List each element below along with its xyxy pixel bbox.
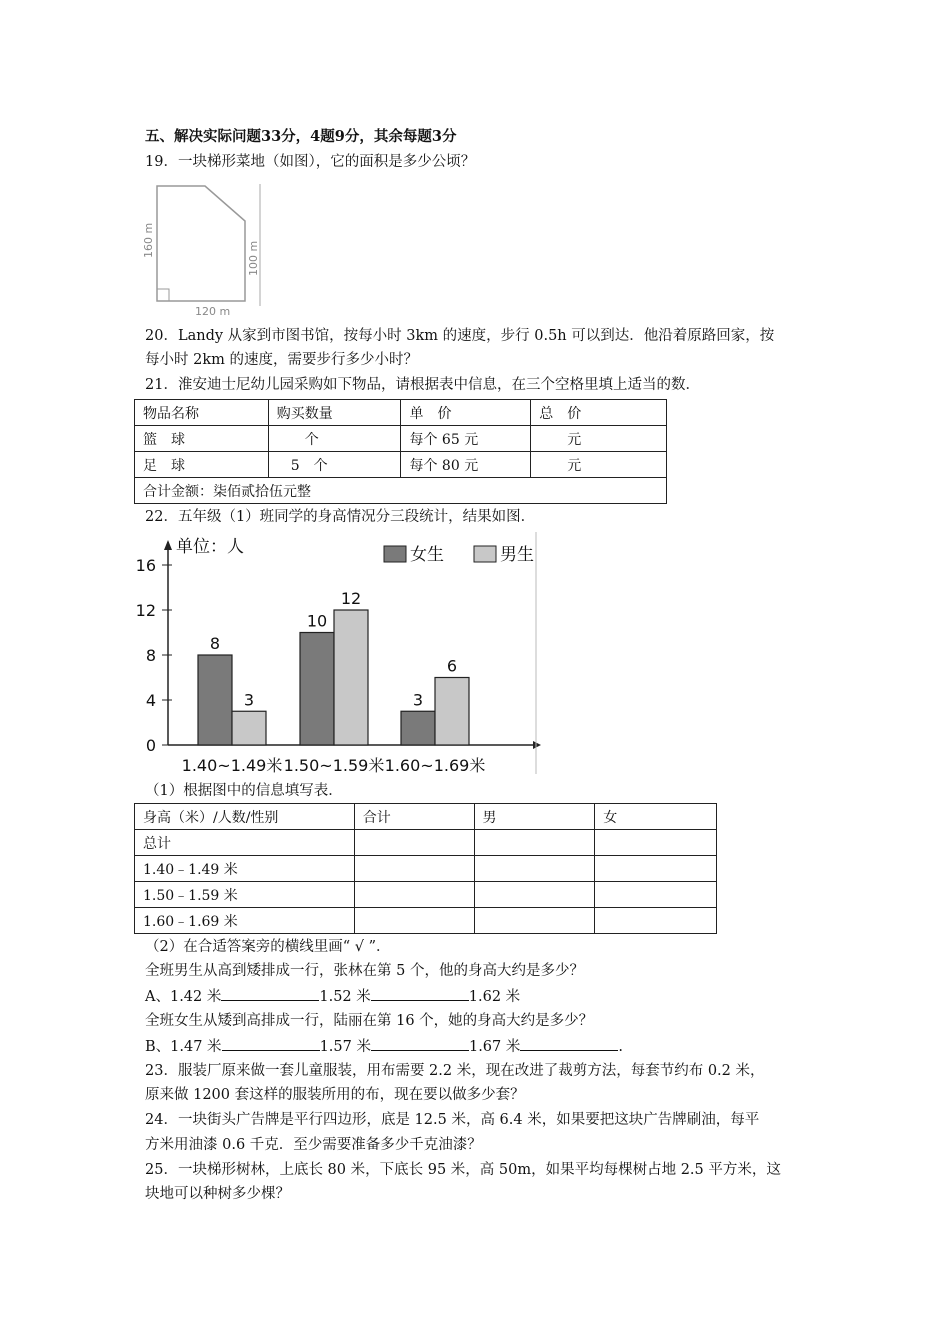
right-side-label: 100 m bbox=[247, 240, 260, 276]
bar bbox=[300, 633, 334, 746]
bottom-side-label: 120 m bbox=[195, 305, 231, 318]
blank-cell[interactable] bbox=[474, 856, 595, 882]
blank-cell[interactable] bbox=[354, 856, 474, 882]
q25-line1: 25．一块梯形树林，上底长 80 米，下底长 95 米，高 50m，如果平均每棵树占地 2.5 平方米，这 bbox=[145, 1162, 781, 1178]
table-header-cell: 物品名称 bbox=[135, 400, 269, 426]
bar bbox=[198, 655, 232, 745]
blank-cell[interactable] bbox=[354, 830, 474, 856]
option-text: B、1.47 米 bbox=[145, 1039, 222, 1055]
table-header-cell: 身高（米）/人数/性别 bbox=[135, 804, 355, 830]
table-cell: 个 bbox=[268, 426, 401, 452]
legend-label: 男生 bbox=[500, 545, 534, 565]
blank-cell[interactable] bbox=[595, 830, 717, 856]
q25-line2: 块地可以种树多少棵？ bbox=[145, 1186, 290, 1202]
table-row bbox=[135, 882, 717, 908]
q21-text: 21．淮安迪士尼幼儿园采购如下物品，请根据表中信息，在三个空格里填上适当的数． bbox=[145, 377, 700, 393]
table-cell: 每个 65 元 bbox=[401, 426, 531, 452]
q21-table bbox=[134, 399, 667, 504]
bar-value-label: 8 bbox=[209, 634, 221, 653]
section-title: 五、解决实际问题33分，4题9分，其余每题3分 bbox=[145, 128, 457, 145]
table-row bbox=[135, 426, 667, 452]
y-axis-unit-label: 单位：人 bbox=[176, 537, 244, 557]
q24-line1: 24．一块街头广告牌是平行四边形，底是 12.5 米，高 6.4 米，如果要把这块广告牌刷油，每平 bbox=[145, 1112, 760, 1128]
answer-blank[interactable] bbox=[221, 986, 319, 1001]
blank-cell[interactable] bbox=[474, 908, 595, 934]
q22-question-b: 全班女生从矮到高排成一行，陆丽在第 16 个，她的身高大约是多少？ bbox=[145, 1013, 594, 1029]
table-cell: 1.50﹣1.59 米 bbox=[135, 882, 355, 908]
blank-cell[interactable] bbox=[354, 908, 474, 934]
x-axis-arrow bbox=[533, 741, 541, 749]
bar-value-label: 3 bbox=[412, 690, 424, 710]
bar bbox=[435, 678, 469, 746]
table-row bbox=[135, 830, 717, 856]
table-cell: 5 个 bbox=[268, 452, 401, 478]
bar bbox=[232, 711, 266, 745]
table-row bbox=[135, 908, 717, 934]
table-header-cell: 购买数量 bbox=[268, 400, 401, 426]
bar bbox=[401, 711, 435, 745]
left-side-label: 160 m bbox=[142, 222, 155, 258]
table-cell: 总计 bbox=[135, 830, 355, 856]
bar-value-label: 6 bbox=[446, 656, 458, 676]
table-header-cell: 男 bbox=[474, 804, 595, 830]
q22-options-b bbox=[145, 1036, 623, 1057]
q22-sub1: （1）根据图中的信息填写表． bbox=[145, 783, 343, 799]
blank-cell[interactable] bbox=[354, 882, 474, 908]
table-row bbox=[135, 856, 717, 882]
table-cell: 1.60﹣1.69 米 bbox=[135, 908, 355, 934]
table-header-cell: 合计 bbox=[354, 804, 474, 830]
table-header-cell: 单 价 bbox=[401, 400, 531, 426]
category-label: 1.50~1.59米 bbox=[283, 756, 385, 775]
bar-value-label: 12 bbox=[340, 589, 362, 608]
height-bar-chart bbox=[135, 530, 548, 776]
total-amount-cell: 合计金额：柒佰贰拾伍元整 bbox=[135, 478, 667, 504]
q22-sub2: （2）在合适答案旁的横线里画“ √ ”． bbox=[145, 939, 391, 955]
q23-line1: 23．服装厂原来做一套儿童服装，用布需要 2.2 米，现在改进了裁剪方法，每套节约布 0.2 米， bbox=[145, 1063, 765, 1079]
blank-cell[interactable] bbox=[595, 882, 717, 908]
answer-blank[interactable] bbox=[371, 1036, 469, 1051]
option-text: . bbox=[618, 1039, 623, 1055]
q20-line2: 每小时 2km 的速度，需要步行多少小时？ bbox=[145, 352, 418, 368]
option-text: 1.52 米 bbox=[319, 989, 371, 1005]
q20-line1: 20．Landy 从家到市图书馆，按每小时 3km 的速度，步行 0.5h 可以到达．他沿着原路回家，按 bbox=[145, 328, 775, 344]
table-header-cell: 女 bbox=[595, 804, 717, 830]
blank-cell[interactable] bbox=[474, 830, 595, 856]
y-axis-arrow bbox=[164, 540, 172, 550]
bar bbox=[334, 610, 368, 745]
q22-text: 22．五年级（1）班同学的身高情况分三段统计，结果如图． bbox=[145, 509, 536, 525]
category-label: 1.40~1.49米 bbox=[181, 756, 283, 775]
table-row bbox=[135, 478, 667, 504]
table-cell: 1.40﹣1.49 米 bbox=[135, 856, 355, 882]
q22-question-a: 全班男生从高到矮排成一行，张林在第 5 个，他的身高大约是多少？ bbox=[145, 963, 584, 979]
q24-line2: 方米用油漆 0.6 千克．至少需要准备多少千克油漆？ bbox=[145, 1137, 482, 1153]
y-tick-label: 4 bbox=[145, 691, 156, 710]
table-row bbox=[135, 452, 667, 478]
y-tick-label: 8 bbox=[145, 646, 156, 665]
option-text: 1.57 米 bbox=[319, 1039, 371, 1055]
blank-cell[interactable] bbox=[595, 856, 717, 882]
bar-value-label: 10 bbox=[306, 611, 328, 631]
blank-cell[interactable] bbox=[595, 908, 717, 934]
answer-blank[interactable] bbox=[222, 1036, 320, 1051]
table-header-row bbox=[135, 804, 717, 830]
option-text: 1.62 米 bbox=[468, 989, 521, 1005]
y-tick-label: 12 bbox=[135, 601, 156, 620]
table-cell: 元 bbox=[531, 426, 667, 452]
answer-blank[interactable] bbox=[520, 1036, 618, 1051]
q23-line2: 原来做 1200 套这样的服装所用的布，现在要以做多少套？ bbox=[145, 1087, 525, 1103]
blank-cell[interactable] bbox=[474, 882, 595, 908]
y-tick-label: 16 bbox=[135, 556, 156, 575]
q22-table bbox=[134, 803, 717, 934]
option-text: A、1.42 米 bbox=[145, 989, 222, 1005]
legend-swatch bbox=[384, 546, 406, 562]
table-cell: 篮 球 bbox=[135, 426, 269, 452]
category-label: 1.60~1.69米 bbox=[384, 756, 486, 775]
table-cell: 每个 80 元 bbox=[401, 452, 531, 478]
trapezoid-shape bbox=[157, 186, 245, 301]
table-cell: 足 球 bbox=[135, 452, 269, 478]
legend-swatch bbox=[474, 546, 496, 562]
table-header-row bbox=[135, 400, 667, 426]
legend-label: 女生 bbox=[410, 545, 444, 565]
q22-options-a bbox=[145, 986, 520, 1007]
option-text: 1.67 米 bbox=[468, 1039, 521, 1055]
bar-value-label: 3 bbox=[243, 690, 255, 710]
q19-text: 19．一块梯形菜地（如图），它的面积是多少公顷？ bbox=[145, 154, 476, 170]
y-tick-label: 0 bbox=[145, 736, 156, 755]
table-cell: 元 bbox=[531, 452, 667, 478]
table-header-cell: 总 价 bbox=[531, 400, 667, 426]
trapezoid-figure bbox=[140, 176, 270, 318]
answer-blank[interactable] bbox=[371, 986, 469, 1001]
